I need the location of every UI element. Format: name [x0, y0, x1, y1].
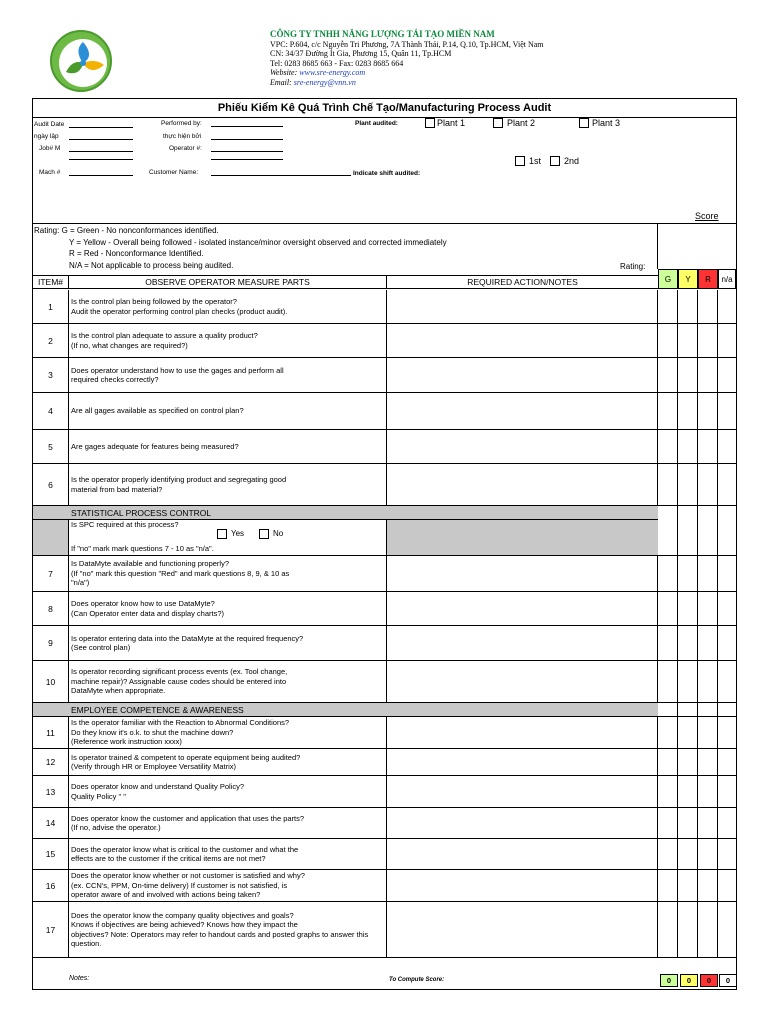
- item-question-line1: Is operator trained & competent to operate equipment being audited?: [71, 752, 301, 762]
- rating-na-cell[interactable]: [718, 290, 736, 323]
- item-question-line2: effects are to the customer if the critical items are not met?: [71, 854, 266, 863]
- rating-green: Rating: G = Green - No nonconformances identified.: [34, 226, 219, 235]
- rating-g-cell[interactable]: [658, 324, 678, 357]
- item-question: [69, 626, 387, 660]
- item-question-line1: Is operator entering data into the DataMyte at the required frequency?: [71, 633, 304, 643]
- item-question-line1: Is the operator properly identifying product and segregating good: [71, 475, 287, 484]
- company-info: [270, 30, 544, 88]
- item-question: [69, 661, 387, 702]
- performed-by-field[interactable]: [211, 126, 283, 127]
- item-question: [69, 393, 387, 429]
- rating-r-cell[interactable]: [698, 749, 718, 775]
- item-question-line2: required checks correctly?: [71, 375, 159, 384]
- required-action-cell[interactable]: [387, 626, 658, 660]
- table-row: [33, 430, 736, 464]
- required-action-cell[interactable]: [387, 808, 658, 838]
- company-vpc: VPC: P.604, c/c Nguyễn Tri Phương, 7A Thành Thái, P.14, Q.10, Tp.HCM, Việt Nam: [270, 39, 544, 49]
- item-number: 17: [33, 902, 69, 957]
- shift1-checkbox[interactable]: [515, 156, 525, 166]
- required-action-cell[interactable]: [387, 839, 658, 869]
- rating-y-cell[interactable]: [678, 430, 698, 463]
- rating-r-cell[interactable]: [698, 592, 718, 625]
- rating-y-cell[interactable]: [678, 393, 698, 429]
- spc-action-cell: [387, 520, 658, 556]
- table-row: [33, 661, 736, 703]
- plant2-label: Plant 2: [507, 118, 536, 128]
- item-question-line3: Quality Policy " ": [71, 791, 126, 801]
- job-field-2[interactable]: [69, 159, 133, 160]
- rating-na-cell[interactable]: [718, 464, 736, 505]
- plant3-checkbox[interactable]: [579, 118, 589, 128]
- rating-red: R = Red - Nonconformance Identified.: [69, 249, 204, 258]
- plant2-checkbox[interactable]: [493, 118, 503, 128]
- company-name: CÔNG TY TNHH NĂNG LƯỢNG TÁI TẠO MIỀN NAM: [270, 29, 495, 39]
- table-row: [33, 749, 736, 776]
- item-number: 7: [33, 556, 69, 591]
- col-item: ITEM#: [33, 276, 69, 289]
- rating-g-cell[interactable]: [658, 776, 678, 807]
- rating-y-cell[interactable]: [678, 808, 698, 838]
- rating-y-cell[interactable]: [678, 776, 698, 807]
- required-action-cell[interactable]: [387, 592, 658, 625]
- shift2-label: 2nd: [564, 156, 580, 166]
- item-number: 2: [33, 324, 69, 357]
- table-row: [33, 717, 736, 749]
- item-question: [69, 464, 387, 505]
- item-question: [69, 870, 387, 901]
- spc-question-cell: [69, 520, 387, 556]
- company-website-link[interactable]: www.sre-energy.com: [299, 68, 366, 78]
- plant3-label: Plant 3: [592, 118, 621, 128]
- rating-g-cell[interactable]: [658, 290, 678, 323]
- item-number: 10: [33, 661, 69, 702]
- rating-na-cell[interactable]: [718, 808, 736, 838]
- performed-by-label: Performed by:: [161, 120, 202, 127]
- rating-g-cell[interactable]: [658, 870, 678, 901]
- item-number: 1: [33, 290, 69, 323]
- item-question-line3: "n/a"): [71, 578, 90, 588]
- rating-g-cell[interactable]: [658, 808, 678, 838]
- rating-label: Rating:: [620, 262, 646, 271]
- item-question-line2: (If no, what changes are required?): [71, 340, 188, 350]
- item-question-line3: (Reference work instruction xxxx): [71, 737, 182, 747]
- table-row: [33, 358, 736, 393]
- rating-y-cell[interactable]: [678, 358, 698, 392]
- rating-r-cell[interactable]: [698, 358, 718, 392]
- item-question-line3: DataMyte when appropriate.: [71, 686, 166, 696]
- rating-na-cell[interactable]: [718, 717, 736, 748]
- spc-note: If "no" mark mark questions 7 - 10 as "n/a".: [71, 544, 214, 553]
- job-label: Job# M: [39, 145, 61, 152]
- compute-score-label: To Compute Score:: [389, 977, 445, 983]
- item-question-line1: Is the control plan adequate to assure a quality product?: [71, 331, 258, 340]
- spc-question: Is SPC required at this process?: [71, 520, 179, 529]
- required-action-cell[interactable]: [387, 358, 658, 392]
- item-question-line2: (If "no" mark this question "Red" and mark questions 8, 9, & 10 as: [71, 568, 290, 578]
- company-branch: CN: 34/37 Đường Ỉt Gia, Phương 15, Quân 11, Tp.HCM: [270, 49, 452, 59]
- audit-date-field[interactable]: [69, 127, 133, 128]
- rating-na-cell[interactable]: [718, 556, 736, 591]
- spc-section-header: STATISTICAL PROCESS CONTROL: [33, 506, 658, 520]
- rating-r-cell[interactable]: [698, 808, 718, 838]
- item-question: [69, 592, 387, 625]
- rating-na-cell[interactable]: [718, 324, 736, 357]
- item-question-line2: (ex. CCN's, PPM, On-time delivery) If customer is not satisfied, is: [71, 880, 288, 890]
- rating-r-cell[interactable]: [698, 839, 718, 869]
- required-action-cell[interactable]: [387, 717, 658, 748]
- item-question: [69, 808, 387, 838]
- notes-label: Notes:: [69, 975, 90, 982]
- spc-no-label: No: [273, 529, 284, 538]
- ngay-lap-label: ngày lập: [34, 133, 59, 140]
- shift1-label: 1st: [529, 156, 542, 166]
- company-website-line: Website: www.sre-energy.com: [270, 68, 366, 78]
- rating-r-cell[interactable]: [698, 393, 718, 429]
- rating-na-header: n/a: [718, 269, 736, 289]
- spc-no-checkbox[interactable]: [259, 529, 269, 539]
- ngay-lap-field[interactable]: [69, 139, 133, 140]
- rating-y-header: Y: [678, 269, 698, 289]
- job-field[interactable]: [69, 151, 133, 152]
- customer-label: Customer Name:: [149, 169, 199, 176]
- item-number: 12: [33, 749, 69, 775]
- spc-rating-cells: [658, 506, 736, 556]
- rating-y-cell[interactable]: [678, 556, 698, 591]
- rating-y-cell[interactable]: [678, 626, 698, 660]
- required-action-cell[interactable]: [387, 393, 658, 429]
- item-question-line1: Is the operator familiar with the Reaction to Abnormal Conditions?: [71, 718, 290, 728]
- rating-na-cell[interactable]: [718, 776, 736, 807]
- table-row: [33, 464, 736, 506]
- rating-y-cell[interactable]: [678, 749, 698, 775]
- rating-r-cell[interactable]: [698, 430, 718, 463]
- audit-form: [32, 98, 737, 990]
- plant-audited-label: Plant audited:: [355, 120, 398, 127]
- plant1-checkbox[interactable]: [425, 118, 435, 128]
- logo-graphic: [52, 32, 112, 92]
- item-number: 14: [33, 808, 69, 838]
- rating-g-cell[interactable]: [658, 661, 678, 702]
- rating-na: N/A = Not applicable to process being audited.: [69, 260, 234, 270]
- rating-g-cell[interactable]: [658, 902, 678, 957]
- rating-r-cell[interactable]: [698, 464, 718, 505]
- item-number: 9: [33, 626, 69, 660]
- item-question-line2: machine repair)? Assignable cause codes should be entered into: [71, 676, 287, 686]
- rating-y-cell[interactable]: [678, 464, 698, 505]
- table-row: [33, 556, 736, 592]
- rating-divider: [33, 223, 736, 224]
- required-action-cell[interactable]: [387, 902, 658, 957]
- rating-g-cell[interactable]: [658, 393, 678, 429]
- rating-r-cell[interactable]: [698, 626, 718, 660]
- rating-g-cell[interactable]: [658, 592, 678, 625]
- item-question-line1: Does operator know how to use DataMyte?: [71, 599, 215, 608]
- company-email-line: Email: sre-energy@vnn.vn: [270, 77, 356, 87]
- thuc-hien-label: thực hiện bởi: [163, 133, 202, 140]
- table-row: [33, 324, 736, 358]
- item-question: [69, 324, 387, 357]
- na-total: 0: [719, 974, 737, 987]
- item-question: [69, 358, 387, 392]
- rating-y-cell[interactable]: [678, 592, 698, 625]
- required-action-cell[interactable]: [387, 661, 658, 702]
- required-action-cell[interactable]: [387, 776, 658, 807]
- rating-yellow: Y = Yellow - Overall being followed - isolated instance/minor oversight observed and corrected immediately: [69, 237, 447, 247]
- rating-na-cell[interactable]: [718, 393, 736, 429]
- item-number: 6: [33, 464, 69, 505]
- table-row: [33, 808, 736, 839]
- rating-r-cell[interactable]: [698, 324, 718, 357]
- rating-na-cell[interactable]: [718, 592, 736, 625]
- col-observe: OBSERVE OPERATOR MEASURE PARTS: [69, 276, 387, 289]
- item-question-line1: Is operator recording significant process events (ex. Tool change,: [71, 667, 288, 677]
- item-number: 5: [33, 430, 69, 463]
- mach-field[interactable]: [69, 175, 133, 176]
- table-row: [33, 626, 736, 661]
- required-action-cell[interactable]: [387, 464, 658, 505]
- r-total: 0: [700, 974, 718, 987]
- rating-r-cell[interactable]: [698, 717, 718, 748]
- form-title: Phiếu Kiểm Kê Quá Trình Chế Tạo/Manufacturing Process Audit: [33, 99, 736, 118]
- rating-y-cell[interactable]: [678, 717, 698, 748]
- item-question-line1: Are all gages available as specified on control plan?: [71, 406, 244, 416]
- rating-na-cell[interactable]: [718, 661, 736, 702]
- item-question-line2: (If no, advise the operator.): [71, 823, 161, 832]
- item-number: 3: [33, 358, 69, 392]
- item-question: [69, 902, 387, 957]
- item-question-line1: Does operator know and understand Quality Policy?: [71, 782, 245, 791]
- score-box: [657, 223, 737, 269]
- item-question: [69, 430, 387, 463]
- item-question: [69, 717, 387, 748]
- y-total: 0: [680, 974, 698, 987]
- table-row: [33, 870, 736, 902]
- item-question-line1: Does the operator know whether or not customer is satisfied and why?: [71, 871, 305, 881]
- item-question-line1: Does the operator know the company quality objectives and goals?: [71, 910, 294, 920]
- employee-section-header: EMPLOYEE COMPETENCE & AWARENESS: [33, 703, 658, 717]
- item-question-line1: Are gages adequate for features being measured?: [71, 441, 239, 451]
- item-number: 11: [33, 717, 69, 748]
- rating-g-cell[interactable]: [658, 717, 678, 748]
- required-action-cell[interactable]: [387, 870, 658, 901]
- item-number: 16: [33, 870, 69, 901]
- item-question: [69, 776, 387, 807]
- item-question-line1: Does the operator know what is critical to the customer and what the: [71, 844, 299, 854]
- item-number: 8: [33, 592, 69, 625]
- item-question-line2: (Verify through HR or Employee Versatility Matrix): [71, 762, 237, 771]
- item-question-line1: Is the control plan being followed by the operator?: [71, 297, 237, 306]
- item-question-line1: Does operator understand how to use the gages and perform all: [71, 365, 284, 375]
- required-action-cell[interactable]: [387, 430, 658, 463]
- rating-r-cell[interactable]: [698, 902, 718, 957]
- item-question-line1: Is DataMyte available and functioning properly?: [71, 559, 230, 569]
- table-row: [33, 290, 736, 324]
- item-question-line2: material from bad material?: [71, 484, 163, 494]
- item-question: [69, 290, 387, 323]
- table-row: [33, 393, 736, 430]
- item-question-line2: Do they know it's o.k. to shut the machine down?: [71, 727, 234, 737]
- company-email-link[interactable]: sre-energy@vnn.vn: [293, 77, 356, 87]
- rating-na-cell[interactable]: [718, 430, 736, 463]
- customer-field[interactable]: [211, 175, 351, 176]
- operator-label: Operator #:: [169, 145, 202, 152]
- item-question-line3: operator aware of and involved with actions being taken?: [71, 890, 261, 900]
- col-action: REQUIRED ACTION/NOTES: [467, 277, 578, 287]
- item-question-line1: Does operator know the customer and application that uses the parts?: [71, 813, 305, 823]
- rating-r-cell[interactable]: [698, 870, 718, 901]
- item-question-line2: (Can Operator enter data and display charts?): [71, 608, 224, 618]
- item-question: [69, 556, 387, 591]
- item-question-line2: (See control plan): [71, 643, 131, 652]
- required-action-cell[interactable]: [387, 324, 658, 357]
- g-total: 0: [660, 974, 678, 987]
- rating-legend: [34, 225, 447, 271]
- rating-r-cell[interactable]: [698, 556, 718, 591]
- table-header: [33, 275, 658, 289]
- rating-na-cell[interactable]: [718, 626, 736, 660]
- rating-r-cell[interactable]: [698, 661, 718, 702]
- item-number: 4: [33, 393, 69, 429]
- item-number: 15: [33, 839, 69, 869]
- rating-na-cell[interactable]: [718, 749, 736, 775]
- audit-date-label: Audit Date: [34, 121, 65, 128]
- company-logo: [50, 30, 112, 92]
- rating-r-cell[interactable]: [698, 290, 718, 323]
- table-row: [33, 776, 736, 808]
- rating-g-cell[interactable]: [658, 749, 678, 775]
- required-action-cell[interactable]: [387, 290, 658, 323]
- spc-yes-checkbox[interactable]: [217, 529, 227, 539]
- required-action-cell[interactable]: [387, 556, 658, 591]
- item-question-line2: Audit the operator performing control plan checks (product audit).: [71, 306, 288, 316]
- plant-other-field[interactable]: [669, 117, 737, 118]
- rating-r-cell[interactable]: [698, 776, 718, 807]
- rating-y-cell[interactable]: [678, 290, 698, 323]
- employee-rating-cells: [658, 703, 736, 717]
- rating-na-cell[interactable]: [718, 358, 736, 392]
- table-row: [33, 592, 736, 626]
- company-tel: Tel: 0283 8685 663 - Fax: 0283 8685 664: [270, 58, 404, 68]
- rating-g-cell[interactable]: [658, 358, 678, 392]
- rating-y-cell[interactable]: [678, 661, 698, 702]
- operator-field-2[interactable]: [211, 159, 283, 160]
- rating-g-cell[interactable]: [658, 556, 678, 591]
- plant1-label: Plant 1: [437, 118, 466, 128]
- rating-y-cell[interactable]: [678, 839, 698, 869]
- spc-yes-label: Yes: [231, 529, 245, 538]
- rating-g-cell[interactable]: [658, 626, 678, 660]
- shift-audited-label: Indicate shift audited:: [353, 170, 421, 177]
- rating-na-cell[interactable]: [718, 902, 736, 957]
- rating-r-header: R: [698, 269, 718, 289]
- rating-y-cell[interactable]: [678, 902, 698, 957]
- item-question: [69, 839, 387, 869]
- score-label: Score: [695, 211, 719, 221]
- rating-g-cell[interactable]: [658, 430, 678, 463]
- shift2-checkbox[interactable]: [550, 156, 560, 166]
- table-row: [33, 839, 736, 870]
- rating-na-cell[interactable]: [718, 839, 736, 869]
- rating-g-cell[interactable]: [658, 464, 678, 505]
- rating-g-header: G: [658, 269, 678, 289]
- rating-na-cell[interactable]: [718, 870, 736, 901]
- item-question-line2: Knows if objectives are being achieved? Knows how they impact the: [71, 920, 298, 929]
- item-number: 13: [33, 776, 69, 807]
- operator-field[interactable]: [211, 151, 283, 152]
- table-row: [33, 902, 736, 958]
- rating-y-cell[interactable]: [678, 870, 698, 901]
- rating-g-cell[interactable]: [658, 839, 678, 869]
- spc-item-cell: [33, 520, 69, 556]
- mach-label: Mach #: [39, 169, 61, 176]
- rating-y-cell[interactable]: [678, 324, 698, 357]
- item-question-line3: objectives? Note: Operators may refer to handout cards and posted graphs to answer this question.: [71, 929, 369, 948]
- thuc-hien-field[interactable]: [211, 139, 283, 140]
- required-action-cell[interactable]: [387, 749, 658, 775]
- item-question: [69, 749, 387, 775]
